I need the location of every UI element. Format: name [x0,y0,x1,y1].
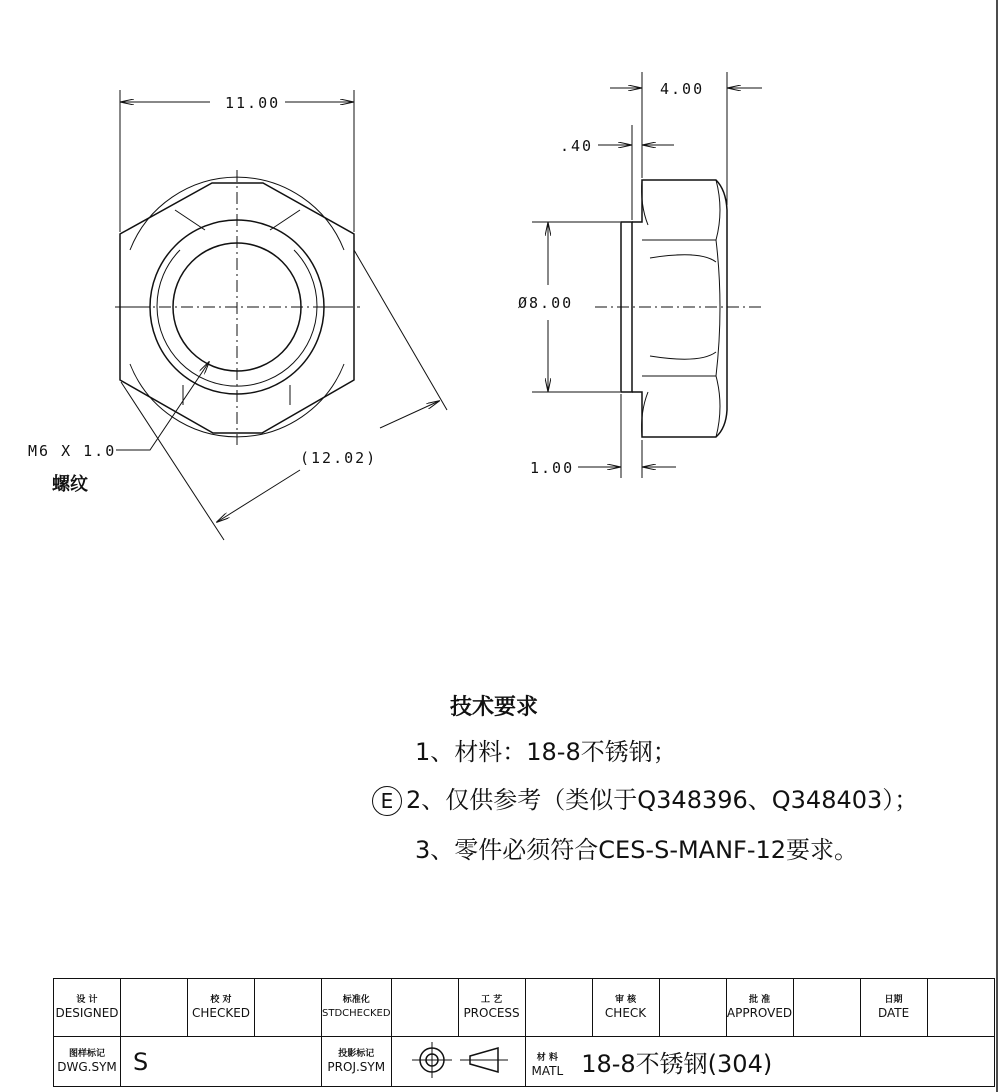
approved-label: 批 准 APPROVED [726,979,793,1037]
requirement-item-3: 3、零件必须符合CES-S-MANF-12要求。 [415,836,859,864]
title-block [53,978,995,1087]
designed-label: 设 计 DESIGNED [54,979,121,1037]
approved-value [793,979,860,1037]
dwgsym-label: 图样标记 DWG.SYM [54,1037,121,1087]
process-value [525,979,592,1037]
requirement-item-2 [372,780,918,816]
material-cell: 材 料 MATL 18-8不锈钢(304) [525,1037,994,1087]
material-value: 18-8不锈钢(304) [581,1050,773,1078]
std-label: 标准化 STDCHECKED [322,979,392,1037]
dim-width-across-corners: (12.02) [300,449,378,467]
dim-width-across-flats: 11.00 [225,94,281,112]
checked-value [255,979,322,1037]
dim-flange-thickness: 1.00 [530,459,575,477]
requirements-title: 技术要求 [450,695,539,720]
side-view [532,72,762,478]
dwgsym-cells [121,1037,322,1087]
projection-symbol [391,1037,525,1087]
dim-thickness: 4.00 [660,80,705,98]
dim-flange-diameter: Ø8.00 [518,294,574,312]
first-angle-projection-icon [398,1040,518,1080]
dwgsym-value: S [133,1047,149,1076]
dim-flange-step: .40 [560,137,594,155]
designed-value [121,979,188,1037]
date-label: 日期 DATE [860,979,927,1037]
check-value [659,979,726,1037]
requirement-item-2-text: 2、仅供参考（类似于Q348396、Q348403）； [406,786,919,814]
thread-label: 螺纹 [52,474,88,495]
thread-spec: M6 X 1.0 [28,442,117,460]
projsym-label: 投影标记 PROJ.SYM [322,1037,392,1087]
process-label: 工 艺 PROCESS [458,979,525,1037]
std-value [391,979,458,1037]
front-view [115,90,447,540]
checked-label: 校 对 CHECKED [188,979,255,1037]
date-value [927,979,994,1037]
requirement-item-1: 1、材料：18-8不锈钢； [415,738,677,766]
check-label: 审 核 CHECK [592,979,659,1037]
revision-mark: E [372,786,402,816]
